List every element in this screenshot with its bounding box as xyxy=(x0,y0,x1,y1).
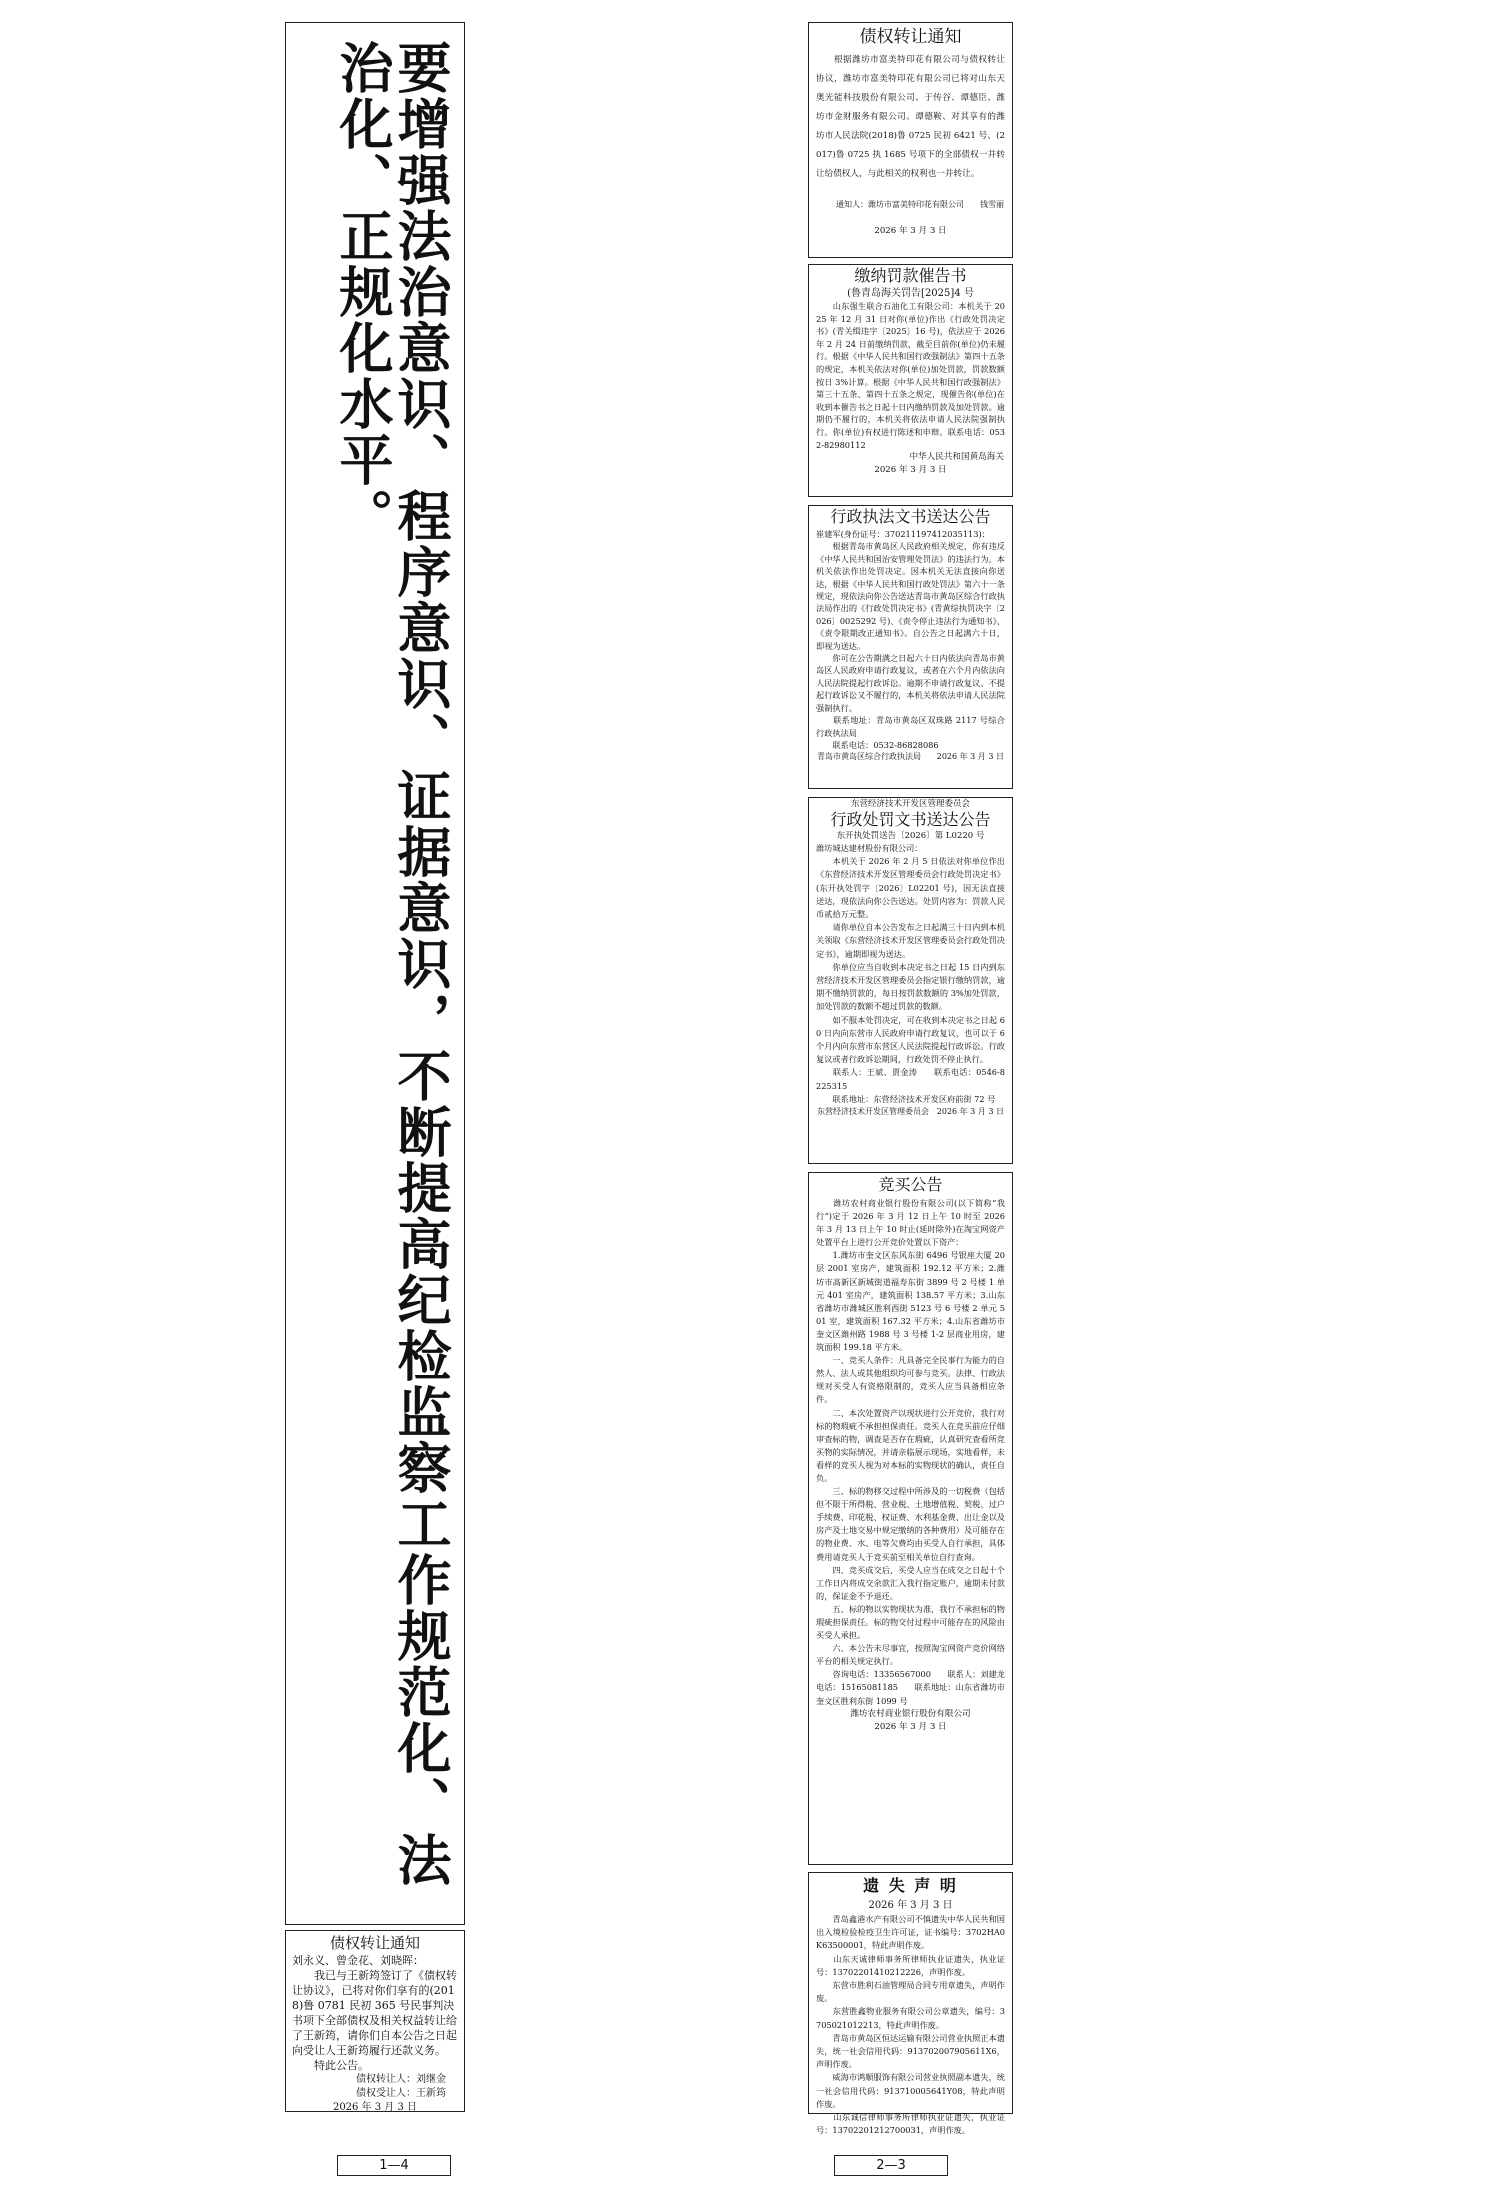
ad4-top: 东营经济技术开发区管理委员会 xyxy=(850,799,970,809)
ad3-sign: 青岛市黄岛区综合行政执法局 xyxy=(817,752,921,762)
ad4-body: 潍坊城达建材股份有限公司： 本机关于 2026 年 2 月 5 日依法对你单位作出《东营经济技术开发区管理委员会行政处罚决定书》(东开执处罚字〔2026〕L02201 号)，因无法直接送达，现依法向你公告送达。处罚内容为：罚款人民币贰拾万元整。 请你单位自本公告发布之日起满三十日内到本机关领取《东营经济技术开发区管理委员会行政处罚决定书》，逾期即视为送达。 你单位应当自收到本决定书之日起 15 日内到东营经济技术开发区管理委员会指定银行缴纳罚款，逾期不缴纳罚款的，每日按罚款数额的 3%加处罚款，加处罚款的数额不超过罚款的数额。 如不服本处罚决定，可在收到本决定书之日起 60 日内向东营市人民政府申请行政复议，也可以于 6 个月内向东营市东营区人民法院提起行政诉讼。行政复议或者行政诉讼期间，行政处罚不停止执行。 联系人：王斌、贾金涛 联系电话：0546-8225315 联系地址：东营经济技术开发区府前街 72 号 xyxy=(816,843,1005,1104)
notice-left-sign1: 债权转让人：刘继金 xyxy=(356,2074,446,2085)
ad5-body: 潍坊农村商业银行股份有限公司(以下简称“我行”)定于 2026 年 3 月 12 日上午 10 时至 2026 年 3 月 13 日上午 10 时止(延时除外)在淘宝网资产处置平台上进行公开竞价处置以下资产： 1.潍坊市奎文区东风东街 6496 号银座大厦 20 层 2001 室房产，建筑面积 192.12 平方米；2.潍坊市高新区新城街道福寿东街 3899 号 2 号楼 1 单元 401 室房产，建筑面积 138.57 平方米；3.山东省潍坊市潍城区胜利西街 5123 号 6 号楼 2 单元 501 室，建筑面积 167.32 平方米；4.山东省潍坊市奎文区潍州路 1988 号 3 号楼 1-2 层商业用房，建筑面积 199.18 平方米。 一、竞买人条件：凡具备完全民事行为能力的自然人、法人或其他组织均可参与竞买。法律、行政法规对买受人有资格限制的，竞买人应当具备相应条件。 二、本次处置资产以现状进行公开竞价，我行对标的物瑕疵不承担担保责任。竞买人在竞买前应仔细审查标的物，调查是否存在瑕疵，认真研究查看所竞买物的实际情况，并请亲临展示现场，实地看样，未看样的竞买人视为对本标的实物现状的确认，责任自负。 三、标的物移交过程中所涉及的一切税费（包括但不限于所得税、营业税、土地增值税、契税、过户手续费、印花税、权证费、水利基金费、出让金以及房产及土地交易中规定缴纳的各种费用）及可能存在的物业费、水、电等欠费均由买受人自行承担，具体费用请竞买人于竞买前至相关单位自行查询。 四、竞买成交后，买受人应当在成交之日起十个工作日内将成交余款汇入我行指定账户，逾期未付款的，保证金不予退还。 五、标的物以实物现状为准，我行不承担标的物瑕疵担保责任。标的物交付过程中可能存在的风险由买受人承担。 六、本公告未尽事宜，按照淘宝网资产竞价网络平台的相关规定执行。 咨询电话：13356567000 联系人：刘建龙 电话：15165081185 联系地址：山东省潍坊市奎文区胜利东街 1099 号 xyxy=(816,1198,1005,1706)
notice-left-body: 刘永义、曾金花、刘晓晖： 我已与王新筠签订了《债权转让协议》，已将对你们享有的(2018)鲁 0781 民初 365 号民事判决书项下全部债权及相关权益转让给了王新筠，请你们自本公告之日起向受让人王新筠履行还款义务。 特此公告。 xyxy=(292,1954,457,2072)
ad5-title: 竞买公告 xyxy=(878,1175,943,1194)
ad1-title: 债权转让通知 xyxy=(859,27,962,47)
ad3-date: 2026 年 3 月 3 日 xyxy=(936,752,1004,762)
notice-left-title: 债权转让通知 xyxy=(329,1934,420,1952)
ad4-footer xyxy=(809,1106,1012,1118)
ad3-body: 崔建军(身份证号：370211197412035113)： 根据青岛市黄岛区人民政府相关规定，你有违反《中华人民共和国治安管理处罚法》的违法行为，本机关依法作出处罚决定。因本机关无法直接向你送达，根据《中华人民共和国行政处罚法》第六十一条规定，现依法向你公告送达青岛市黄岛区综合行政执法局作出的《行政处罚决定书》(青黄综执罚决字〔2026〕0025292 号)、《责令停止违法行为通知书》、《责令限期改正通知书》。自公告之日起满六十日，即视为送达。 你可在公告期满之日起六十日内依法向青岛市黄岛区人民政府申请行政复议，或者在六个月内依法向人民法院提起行政诉讼。逾期不申请行政复议、不提起行政诉讼又不履行的，本机关将依法申请人民法院强制执行。 联系地址：青岛市黄岛区双珠路 2117 号综合行政执法局 联系电话：0532-86828086 xyxy=(816,529,1005,750)
ad1-sign: 通知人：潍坊市富美特印花有限公司 钱雪丽 xyxy=(836,200,1004,209)
ad-enforcement-service xyxy=(808,505,1013,789)
ad-loss-statement xyxy=(808,1872,1013,2136)
ad-auction xyxy=(808,1172,1013,1865)
ad2-title: 缴纳罚款催告书 xyxy=(854,266,967,285)
ad1-body: 根据潍坊市富美特印花有限公司与债权转让协议，潍坊市富美特印花有限公司已将对山东天奥光能科技股份有限公司、于传谷、谭德臣、潍坊市金财服务有限公司、谭德鞍、对其享有的潍坊市人民法院(2018)鲁 0725 民初 6421 号、(2017)鲁 0725 执 1685 号项下的全部债权一并转让给债权人，与此相关的权利也一并转让。 xyxy=(816,55,1005,179)
notice-left xyxy=(285,1930,465,2112)
slogan-text xyxy=(300,40,453,1910)
ad1-date: 2026 年 3 月 3 日 xyxy=(874,226,947,236)
ad2-sign: 中华人民共和国黄岛海关 xyxy=(909,452,1004,463)
ad4-sign: 东营经济技术开发区管理委员会 xyxy=(817,1107,929,1117)
ad2-body: 山东强生联合石油化工有限公司：本机关于 2025 年 12 月 31 日对你(单位)作出《行政处罚决定书》(青关缉违字〔2025〕16 号)，依法应于 2026 年 2 月 24 日前缴纳罚款，截至目前你(单位)仍未履行。根据《中华人民共和国行政强制法》第四十五条的规定，本机关依法对你(单位)加处罚款，罚款数额按日 3%计算。根据《中华人民共和国行政强制法》第三十五条、第四十五条之规定，现催告你(单位)在收到本催告书之日起十日内缴纳罚款及加处罚款。逾期仍不履行的，本机关将依法申请人民法院强制执行。你(单位)有权进行陈述和申辩。联系电话：0532-82980112 xyxy=(816,301,1008,450)
slogan-content: 要增强法治意识、程序意识、证据意识，不断提高纪检监察工作规范化、法治化、正规化水平。 xyxy=(331,40,453,1888)
ad4-title: 行政处罚文书送达公告 xyxy=(830,810,991,829)
notice-left-sign2: 债权受让人：王新筠 xyxy=(356,2088,446,2099)
ad4-subtitle: 东开执处罚送告〔2026〕第 L0220 号 xyxy=(836,831,985,841)
ad6-title: 遗 失 声 明 xyxy=(863,1876,958,1895)
ad4-date: 2026 年 3 月 3 日 xyxy=(936,1107,1004,1117)
ad-debt-transfer xyxy=(808,22,1013,258)
ad6-body: 青岛鑫港水产有限公司不慎遗失中华人民共和国出入境检验检疫卫生许可证，证书编号：3702HA0K63500001，特此声明作废。 山东天诚律师事务所律师执业证遗失，执业证号：13702201410212226，声明作废。 东营市胜利石油管理局合同专用章遗失，声明作废。 东营胜鑫物业服务有限公司公章遗失，编号：3705021012213，特此声明作废。 青岛市黄岛区恒达运输有限公司营业执照正本遗失，统一社会信用代码：913702007905611X6，声明作废。 威海市鸿顺服饰有限公司营业执照副本遗失，统一社会信用代码：913710005641Y08，特此声明作废。 山东诚信律师事务所律师执业证遗失，执业证号：13702201212700031，声明作废。 xyxy=(816,1914,1005,2136)
ad3-title: 行政执法文书送达公告 xyxy=(830,507,991,526)
ad-penalty-service xyxy=(808,797,1013,1164)
ad2-date: 2026 年 3 月 3 日 xyxy=(874,465,947,476)
page-number-left: 1—4 xyxy=(337,2155,451,2176)
ad-fine-reminder xyxy=(808,264,1013,497)
ad5-date: 2026 年 3 月 3 日 xyxy=(874,1721,947,1732)
ad6-date-top: 2026 年 3 月 3 日 xyxy=(868,1900,953,1911)
ad5-sign: 潍坊农村商业银行股份有限公司 xyxy=(850,1708,971,1719)
ad2-subtitle: (鲁青岛海关罚告[2025]4 号 xyxy=(847,288,974,299)
ad3-footer xyxy=(809,751,1012,763)
notice-left-date: 2026 年 3 月 3 日 xyxy=(332,2102,418,2113)
page-number-right: 2—3 xyxy=(834,2155,948,2176)
